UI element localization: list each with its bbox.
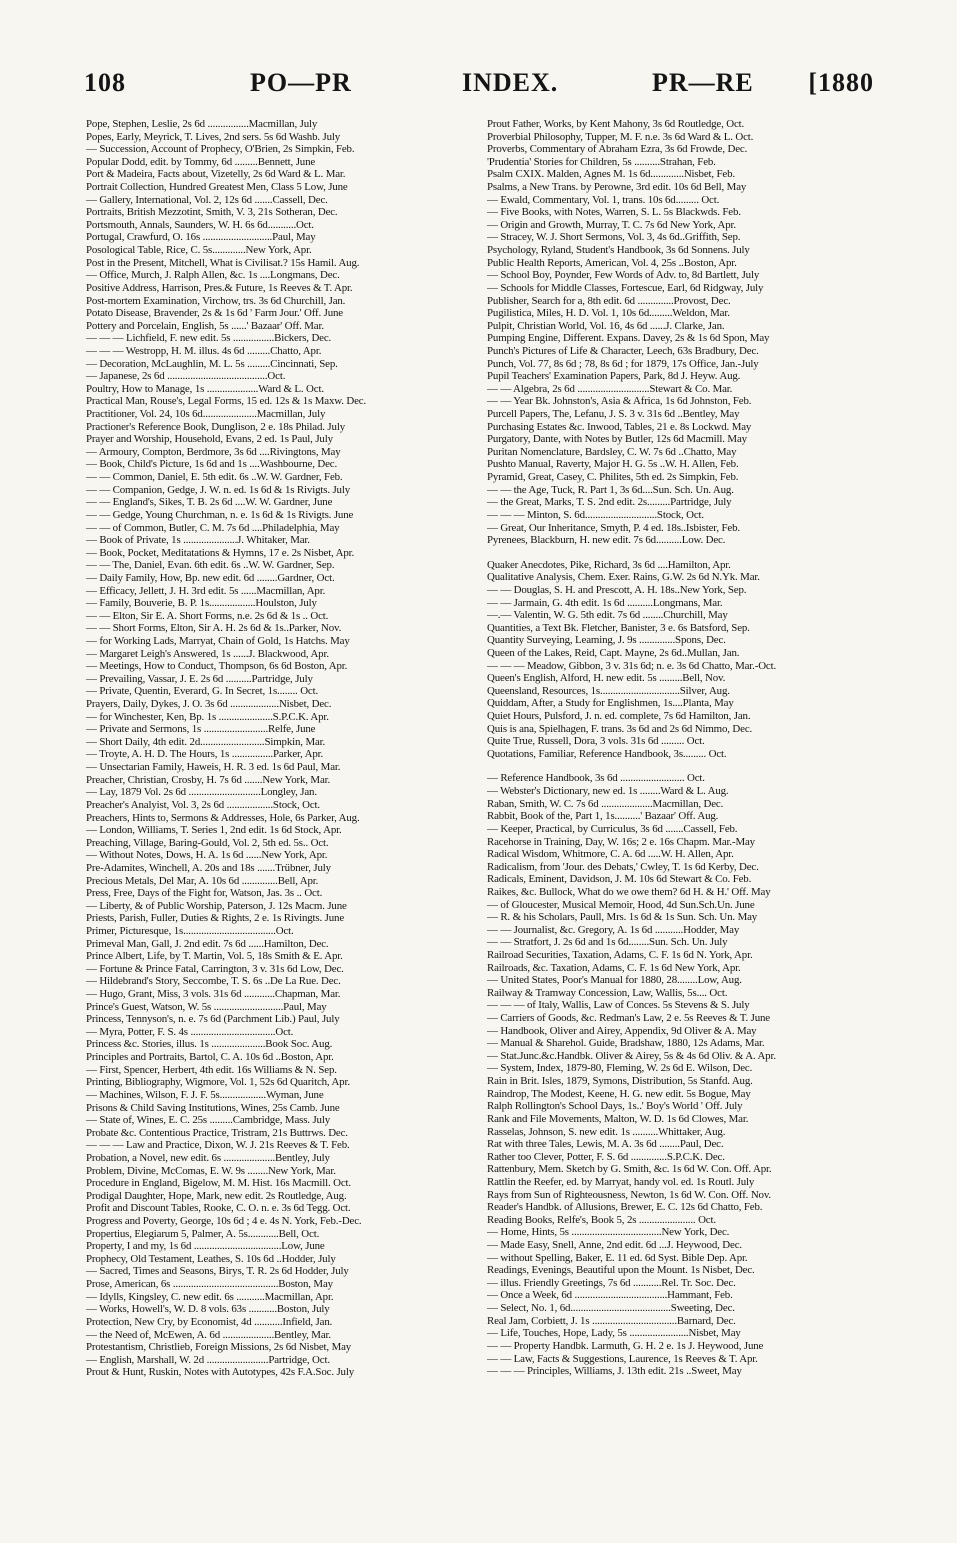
index-entry: Pyrenees, Blackburn, H. new edit. 7s 6d..........Low. Dec.	[487, 534, 726, 547]
index-entry: Psalms, a New Trans. by Perowne, 3rd edit. 10s 6d Bell, May	[487, 181, 747, 194]
index-entry: Prodigal Daughter, Hope, Mark, new edit. 2s Routledge, Aug.	[86, 1189, 347, 1202]
index-entry: Pumping Engine, Different. Expans. Davey, 2s & 1s 6d Spon, May	[487, 332, 770, 345]
index-entry: — Manual & Sharehol. Guide, Bradshaw, 1880, 12s Adams, Mar.	[487, 1037, 765, 1050]
index-entry: — Gallery, International, Vol. 2, 12s 6d .......Cassell, Dec.	[86, 193, 328, 206]
index-entry: — — Douglas, S. H. and Prescott, A. H. 18s..New York, Sep.	[487, 583, 747, 596]
index-entry: Prayer and Worship, Household, Evans, 2 ed. 1s Paul, July	[86, 433, 333, 446]
index-entry: — Margaret Leigh's Answered, 1s ......J. Blackwood, Apr.	[86, 647, 329, 660]
index-entry: Poultry, How to Manage, 1s ....................Ward & L. Oct.	[86, 382, 324, 395]
index-entry: Practical Man, Rouse's, Legal Forms, 15 ed. 12s & 1s Maxw. Dec.	[86, 395, 367, 408]
index-entry: — — the Age, Tuck, R. Part 1, 3s 6d....Sun. Sch. Un. Aug.	[487, 483, 734, 496]
index-entry: Rat with three Tales, Lewis, M. A. 3s 6d ........Paul, Dec.	[487, 1138, 724, 1151]
index-entry: Puritan Nomenclature, Bardsley, C. W. 7s 6d ..Chatto, May	[487, 445, 737, 458]
index-entry: — Machines, Wilson, F. J. F. 5s..................Wyman, June	[86, 1088, 324, 1101]
index-entry: Pupil Teachers' Examination Papers, Park, 8d J. Heyw. Aug.	[487, 370, 741, 383]
index-entry: Procedure in England, Bigelow, M. M. Hist. 16s Macmill. Oct.	[86, 1177, 351, 1190]
index-entry: Prout Father, Works, by Kent Mahony, 3s 6d Routledge, Oct.	[487, 118, 745, 130]
index-entry: — Short Daily, 4th edit. 2d.........................Simpkin, Mar.	[86, 735, 326, 748]
header-range-left: PO—PR	[250, 68, 352, 97]
index-entry: Portrait Collection, Hundred Greatest Men, Class 5 Low, June	[86, 181, 348, 194]
index-entry: — School Boy, Poynder, Few Words of Adv. to, 8d Bartlett, July	[487, 269, 760, 282]
index-entry: — — Gedge, Young Churchman, n. e. 1s 6d & 1s Rivigts. June	[86, 508, 354, 521]
index-entry: Reading Books, Relfe's, Book 5, 2s ...................... Oct.	[487, 1213, 716, 1226]
index-entry: Protection, New Cry, by Economist, 4d ...........Infield, Jan.	[86, 1315, 333, 1328]
index-entry: — Succession, Account of Prophecy, O'Brien, 2s Simpkin, Feb.	[86, 143, 355, 156]
section-gap	[487, 547, 873, 559]
index-entry: Qualitative Analysis, Chem. Exer. Rains, G.W. 2s 6d N.Yk. Mar.	[487, 571, 760, 584]
index-entry: Popes, Early, Meyrick, T. Lives, 2nd sers. 5s 6d Washb. July	[86, 130, 341, 143]
index-entry: Primeval Man, Gall, J. 2nd edit. 7s 6d ......Hamilton, Dec.	[86, 937, 329, 950]
index-entry: — Made Easy, Snell, Anne, 2nd edit. 6d ...J. Heywood, Dec.	[487, 1239, 742, 1252]
index-entry: — the Need of, McEwen, A. 6d ....................Bentley, Mar.	[86, 1328, 331, 1341]
index-entry: — — England's, Sikes, T. B. 2s 6d ....W. W. Gardner, June	[86, 496, 333, 509]
index-entry: Profit and Discount Tables, Rooke, C. O. n. e. 3s 6d Tegg. Oct.	[86, 1202, 351, 1215]
index-entry: — Idylls, Kingsley, C. new edit. 6s ...........Macmillan, Apr.	[86, 1290, 334, 1303]
page-number: 108	[84, 68, 126, 97]
index-entry: — Without Notes, Dows, H. A. 1s 6d ......New York, Apr.	[86, 849, 328, 862]
index-entry: — Book, Child's Picture, 1s 6d and 1s ....Washbourne, Dec.	[86, 458, 338, 471]
index-entry: — — — Lichfield, F. new edit. 5s ................Bickers, Dec.	[86, 332, 332, 345]
index-entry: Pugilistica, Miles, H. D. Vol. 1, 10s 6d.........Weldon, Mar.	[487, 307, 730, 320]
index-entry: — Fortune & Prince Fatal, Carrington, 3 v. 31s 6d Low, Dec.	[86, 962, 344, 975]
index-entry: Rather too Clever, Potter, F. S. 6d ..............S.P.C.K. Dec.	[487, 1150, 725, 1163]
index-entry: Rabbit, Book of the, Part 1, 1s..........' Bazaar' Off. Aug.	[487, 810, 719, 823]
index-entry: — Lay, 1879 Vol. 2s 6d ............................Longley, Jan.	[86, 786, 317, 799]
index-entry: — Five Books, with Notes, Warren, S. L. 5s Blackwds. Feb.	[487, 206, 741, 219]
index-entry: Radicals, Eminent, Davidson, J. M. 10s 6d Stewart & Co. Feb.	[487, 873, 752, 886]
index-entry: — Reference Handbook, 3s 6d ......................... Oct.	[487, 772, 705, 785]
index-entry: Prayers, Daily, Dykes, J. O. 3s 6d ...................Nisbet, Dec.	[86, 698, 332, 711]
index-entry: — Troyte, A. H. D. The Hours, 1s ................Parker, Apr.	[86, 748, 324, 761]
index-entry: Pulpit, Christian World, Vol. 16, 4s 6d ......J. Clarke, Jan.	[487, 319, 725, 332]
index-entry: — Great, Our Inheritance, Smyth, P. 4 ed. 18s..Isbister, Feb.	[487, 521, 740, 534]
index-entry: Preaching, Village, Baring-Gould, Vol. 2, 5th ed. 5s.. Oct.	[86, 836, 329, 849]
index-entry: — Sacred, Times and Seasons, Birys, T. R. 2s 6d Hodder, July	[86, 1265, 349, 1278]
index-entry: Portugal, Crawfurd, O. 16s ...........................Paul, May	[86, 231, 316, 244]
index-entry: Ralph Rollington's School Days, 1s..' Boy's World ' Off. July	[487, 1100, 743, 1113]
index-entry: Princess, Tennyson's, n. e. 7s 6d (Parchment Lib.) Paul, July	[86, 1013, 340, 1026]
index-entry: — Unsectarian Family, Haweis, H. R. 3 ed. 1s 6d Paul, Mar.	[86, 761, 341, 774]
index-entry: Potato Disease, Bravender, 2s & 1s 6d ' Farm Jour.' Off. June	[86, 307, 343, 320]
index-entry: Principles and Portraits, Bartol, C. A. 10s 6d ..Boston, Apr.	[86, 1051, 334, 1064]
index-entry: — — Law, Facts & Suggestions, Laurence, 1s Reeves & T. Apr.	[487, 1352, 758, 1365]
index-entry: — Meetings, How to Conduct, Thompson, 6s 6d Boston, Apr.	[86, 660, 348, 673]
index-entry: Queensland, Resources, 1s...............................Silver, Aug.	[487, 684, 730, 697]
index-entry: Prose, American, 6s .........................................Boston, May	[86, 1278, 333, 1291]
index-entry: Rays from Sun of Righteousness, Newton, 1s 6d W. Con. Off. Nov.	[487, 1188, 771, 1201]
index-entry: — — Companion, Gedge, J. W. n. ed. 1s 6d & 1s Rivigts. July	[86, 483, 351, 496]
index-entry: — Carriers of Goods, &c. Redman's Law, 2 e. 5s Reeves & T. June	[487, 1012, 770, 1025]
index-entry: — Home, Hints, 5s ...................................New York, Dec.	[487, 1226, 730, 1239]
index-entry: — — — Westropp, H. M. illus. 4s 6d .........Chatto, Apr.	[86, 344, 322, 357]
index-entry: — First, Spencer, Herbert, 4th edit. 16s Williams & N. Sep.	[86, 1063, 337, 1076]
index-entry: — — — of Italy, Wallis, Law of Conces. 5s Stevens & S. July	[487, 999, 750, 1012]
running-header	[84, 68, 874, 108]
header-title: INDEX.	[462, 68, 559, 97]
index-entry: Rank and File Movements, Malton, W. D. 1s 6d Clowes, Mar.	[487, 1112, 749, 1125]
index-entry: — for Winchester, Ken, Bp. 1s .....................S.P.C.K. Apr.	[86, 710, 329, 723]
index-entry: — System, Index, 1879-80, Fleming, W. 2s 6d E. Wilson, Dec.	[487, 1062, 753, 1075]
index-entry: Quite True, Russell, Dora, 3 vols. 31s 6d ......... Oct.	[487, 735, 705, 748]
index-entry: Publisher, Search for a, 8th edit. 6d ..............Provost, Dec.	[487, 294, 731, 307]
index-entry: Printing, Bibliography, Wigmore, Vol. 1, 52s 6d Quaritch, Apr.	[86, 1076, 350, 1089]
index-entry: — — Elton, Sir E. A. Short Forms, n.e. 2s 6d & 1s .. Oct.	[86, 609, 329, 622]
index-entry: — Keeper, Practical, by Curriculus, 3s 6d .......Cassell, Feb.	[487, 822, 738, 835]
index-entry: Preacher, Christian, Crosby, H. 7s 6d .......New York, Mar.	[86, 773, 331, 786]
index-entry: Quotations, Familiar, Reference Handbook, 3s......... Oct.	[487, 747, 727, 760]
index-entry: — Efficacy, Jellett, J. H. 3rd edit. 5s ......Macmillan, Apr.	[86, 584, 326, 597]
index-entry: — Liberty, & of Public Worship, Paterson, J. 12s Macm. June	[86, 899, 347, 912]
index-entry: Railway & Tramway Concession, Law, Wallis, 5s.... Oct.	[487, 986, 728, 999]
index-entry: Prince's Guest, Watson, W. 5s ...........................Paul, May	[86, 1000, 327, 1013]
index-entry: — Schools for Middle Classes, Fortescue, Earl, 6d Ridgway, July	[487, 281, 764, 294]
index-entry: Purchasing Estates &c. Inwood, Tables, 21 e. 8s Lockwd. May	[487, 420, 752, 433]
index-entry: Psalm CXIX. Malden, Agnes M. 1s 6d.............Nisbet, Feb.	[487, 168, 735, 181]
index-entry: Prince Albert, Life, by T. Martin, Vol. 5, 18s Smith & E. Apr.	[86, 950, 343, 963]
index-entry: Rain in Brit. Isles, 1879, Symons, Distribution, 5s Stanfd. Aug.	[487, 1075, 753, 1088]
index-entry: Railroads, &c. Taxation, Adams, C. F. 1s 6d New York, Apr.	[487, 961, 741, 974]
index-entry: Reader's Handbk. of Allusions, Brewer, E. C. 12s 6d Chatto, Feb.	[487, 1201, 763, 1214]
index-entry: Posological Table, Rice, C. 5s.............New York, Apr.	[86, 244, 312, 257]
index-entry: Punch's Pictures of Life & Character, Leech, 63s Bradbury, Dec.	[487, 344, 759, 357]
index-entry: — Handbook, Oliver and Airey, Appendix, 9d Oliver & A. May	[487, 1024, 757, 1037]
index-entry: — Japanese, 2s 6d .......................................Oct.	[86, 370, 286, 383]
index-entry: — — Algebra, 2s 6d ............................Stewart & Co. Mar.	[487, 382, 733, 395]
index-entry: — — Year Bk. Johnston's, Asia & Africa, 1s 6d Johnston, Feb.	[487, 395, 752, 408]
index-entry: — Hildebrand's Story, Seccombe, T. S. 6s ..De La Rue. Dec.	[86, 975, 341, 988]
index-entry: — Myra, Potter, F. S. 4s .................................Oct.	[86, 1025, 294, 1038]
index-entry: Quantity Surveying, Leaming, J. 9s ..............Spons, Dec.	[487, 634, 726, 647]
index-entry: — Decoration, McLaughlin, M. L. 5s .........Cincinnati, Sep.	[86, 357, 338, 370]
index-entry: — Works, Howell's, W. D. 8 vols. 63s ...........Boston, July	[86, 1303, 330, 1316]
index-entry: Pre-Adamites, Winchell, A. 20s and 18s .......Trübner, July	[86, 861, 331, 874]
index-entry: Portraits, British Mezzotint, Smith, V. 3, 21s Sotheran, Dec.	[86, 206, 338, 219]
index-entry: Prisons & Child Saving Institutions, Wines, 25s Camb. June	[86, 1101, 340, 1114]
section-gap	[487, 760, 873, 772]
index-entry: Quiet Hours, Pulsford, J. n. ed. complete, 7s 6d Hamilton, Jan.	[487, 710, 751, 723]
index-entry: Raban, Smith, W. C. 7s 6d ....................Macmillan, Dec.	[487, 797, 724, 810]
index-entry: Preacher's Analyist, Vol. 3, 2s 6d ..................Stock, Oct.	[86, 798, 320, 811]
index-entry: Radicalism, from 'Jour. des Debats,' Cwley, T. 1s 6d Kerby, Dec.	[487, 860, 759, 873]
index-entry: Pyramid, Great, Casey, C. Philites, 5th ed. 2s Simpkin, Feb.	[487, 471, 739, 484]
index-entry: Prout & Hunt, Ruskin, Notes with Autotypes, 42s F.A.Soc. July	[86, 1366, 355, 1379]
index-entry: Precious Metals, Del Mar, A. 10s 6d ..............Bell, Apr.	[86, 874, 319, 887]
index-entry: Popular Dodd, edit. by Tommy, 6d .........Bennett, June	[86, 155, 316, 168]
index-entry: Protestantism, Christlieb, Foreign Missions, 2s 6d Nisbet, May	[86, 1341, 352, 1354]
index-entry: — Origin and Growth, Murray, T. C. 7s 6d New York, Apr.	[487, 218, 736, 231]
index-entry: Priests, Parish, Fuller, Duties & Rights, 2 e. 1s Rivingts. June	[86, 912, 345, 925]
index-entry: Rattenbury, Mem. Sketch by G. Smith, &c. 1s 6d W. Con. Off. Apr.	[487, 1163, 772, 1176]
index-entry: — — Property Handbk. Larmuth, G. H. 2 e. 1s J. Heywood, June	[487, 1339, 764, 1352]
index-entry: — Webster's Dictionary, new ed. 1s ........Ward & L. Aug.	[487, 785, 729, 798]
index-entry: — Life, Touches, Hope, Lady, 5s .......................Nisbet, May	[487, 1327, 741, 1340]
index-entry: Princess &c. Stories, illus. 1s .....................Book Soc. Aug.	[86, 1038, 333, 1051]
index-entry: — Once a Week, 6d ....................................Hammant, Feb.	[487, 1289, 733, 1302]
index-entry: — without Spelling, Baker, E. 11 ed. 6d Syst. Bible Dep. Apr.	[487, 1251, 748, 1264]
index-entry: — Hugo, Grant, Miss, 3 vols. 31s 6d ............Chapman, Mar.	[86, 988, 341, 1001]
index-entry: Prophecy, Old Testament, Leathes, S. 10s 6d ..Hodder, July	[86, 1252, 336, 1265]
index-entry: — Office, Murch, J. Ralph Allen, &c. 1s ....Longmans, Dec.	[86, 269, 340, 282]
index-entry: — Book, Pocket, Meditatations & Hymns, 17 e. 2s Nisbet, Apr.	[86, 546, 355, 559]
index-entry: — — Common, Daniel, E. 5th edit. 6s ..W. W. Gardner, Feb.	[86, 471, 343, 484]
index-entry: — — — Meadow, Gibbon, 3 v. 31s 6d; n. e. 3s 6d Chatto, Mar.-Oct.	[487, 659, 777, 672]
index-entry: — — — Minton, S. 6d............................Stock, Oct.	[487, 508, 704, 521]
index-entry: Portsmouth, Annals, Saunders, W. H. 6s 6d...........Oct.	[86, 218, 314, 231]
index-entry: Post-mortem Examination, Virchow, trs. 3s 6d Churchill, Jan.	[86, 294, 346, 307]
index-entry: Proverbial Philosophy, Tupper, M. F. n.e. 3s 6d Ward & L. Oct.	[487, 130, 754, 143]
index-entry: Purgatory, Dante, with Notes by Butler, 12s 6d Macmill. May	[487, 433, 747, 446]
index-entry: — — The, Daniel, Evan. 6th edit. 6s ..W. W. Gardner, Sep.	[86, 559, 335, 572]
index-entry: — Stracey, W. J. Short Sermons, Vol. 3, 4s 6d..Griffith, Sep.	[487, 231, 741, 244]
index-entry: Rasselas, Johnson, S. new edit. 1s ..........Whittaker, Aug.	[487, 1125, 726, 1138]
header-year: [1880	[808, 68, 874, 97]
index-entry: Pottery and Porcelain, English, 5s ......' Bazaar' Off. Mar.	[86, 319, 324, 332]
index-entry: Quis is ana, Spielhagen, F. trans. 3s 6d and 2s 6d Nimmo, Dec.	[487, 722, 753, 735]
index-entry: Propertius, Elegiarum 5, Palmer, A. 5s............Bell, Oct.	[86, 1227, 320, 1240]
index-entry: Readings, Evenings, Beautiful upon the Mount. 1s Nisbet, Dec.	[487, 1264, 755, 1277]
index-entry: Quiddam, After, a Study for Englishmen, 1s....Planta, May	[487, 697, 734, 710]
index-entry: — — of Common, Butler, C. M. 7s 6d ....Philadelphia, May	[86, 521, 340, 534]
index-entry: — Prevailing, Vassar, J. E. 2s 6d ..........Partridge, July	[86, 672, 313, 685]
index-entry: —.— Valentin, W. G. 5th edit. 7s 6d ........Churchill, May	[487, 609, 728, 622]
index-entry: Punch, Vol. 77, 8s 6d ; 78, 8s 6d ; for 1879, 17s Office, Jan.-July	[487, 357, 759, 370]
index-entry: Quantities, a Text Bk. Fletcher, Banister, 3 e. 6s Batsford, Sep.	[487, 621, 750, 634]
index-entry: — Armoury, Compton, Berdmore, 3s 6d ....Rivingtons, May	[86, 445, 341, 458]
left-column	[86, 118, 472, 1379]
index-entry: — Daily Family, How, Bp. new edit. 6d ........Gardner, Oct.	[86, 571, 335, 584]
index-entry: Proverbs, Commentary of Abraham Ezra, 3s 6d Frowde, Dec.	[487, 143, 748, 156]
index-entry: — — — Law and Practice, Dixon, W. J. 21s Reeves & T. Feb.	[86, 1139, 350, 1152]
index-entry: — Family, Bouverie, B. P. 1s..................Houlston, July	[86, 597, 317, 610]
index-entry: Rattlin the Reefer, ed. by Marryat, handy vol. ed. 1s Routl. July	[487, 1175, 755, 1188]
right-column	[487, 118, 873, 1378]
index-entry: Psychology, Ryland, Student's Handbook, 3s 6d Sonnens. July	[487, 244, 750, 257]
index-entry: — Private, Quentin, Everard, G. In Secret, 1s........ Oct.	[86, 685, 319, 698]
index-entry: Probation, a Novel, new edit. 6s ....................Bentley, July	[86, 1151, 330, 1164]
index-entry: — Ewald, Commentary, Vol. 1, trans. 10s 6d......... Oct.	[487, 193, 720, 206]
index-entry: — English, Marshall, W. 2d ........................Partridge, Oct.	[86, 1353, 330, 1366]
index-entry: — — Jarmain, G. 4th edit. 1s 6d ..........Longmans, Mar.	[487, 596, 723, 609]
index-entry: — Private and Sermons, 1s .........................Relfe, June	[86, 723, 316, 736]
index-entry: 'Prudentia' Stories for Children, 5s ..........Strahan, Feb.	[487, 155, 716, 168]
index-entry: Queen's English, Alford, H. new edit. 5s .........Bell, Nov.	[487, 672, 726, 685]
index-entry: — R. & his Scholars, Paull, Mrs. 1s 6d & 1s Sun. Sch. Un. May	[487, 911, 758, 924]
index-entry: — Stat.Junc.&c.Handbk. Oliver & Airey, 5s & 4s 6d Oliv. & A. Apr.	[487, 1049, 776, 1062]
index-entry: Real Jam, Corbiett, J. 1s .................................Barnard, Dec.	[487, 1314, 736, 1327]
index-entry: Press, Free, Days of the Fight for, Watson, Jas. 3s .. Oct.	[86, 887, 323, 900]
index-entry: Problem, Divine, McComas, E. W. 9s ........New York, Mar.	[86, 1164, 336, 1177]
index-entry: — — Journalist, &c. Gregory, A. 1s 6d ...........Hodder, May	[487, 923, 740, 936]
index-entry: Pushto Manual, Raverty, Major H. G. 5s ..W. H. Allen, Feb.	[487, 458, 739, 471]
index-entry: Radical Wisdom, Whitmore, C. A. 6d .....W. H. Allen, Apr.	[487, 848, 734, 861]
index-entry: Practioner's Reference Book, Dunglison, 2 e. 18s Philad. July	[86, 420, 345, 433]
index-entry: — of Gloucester, Musical Memoir, Hood, 4d Sun.Sch.Un. June	[487, 898, 755, 911]
index-entry: Queen of the Lakes, Reid, Capt. Mayne, 2s 6d..Mullan, Jan.	[487, 646, 740, 659]
index-entry: Practitioner, Vol. 24, 10s 6d.....................Macmillan, July	[86, 408, 326, 421]
index-entry: Primer, Picturesque, 1s....................................Oct.	[86, 925, 294, 937]
index-entry: Progress and Poverty, George, 10s 6d ; 4 e. 4s N. York, Feb.-Dec.	[86, 1215, 362, 1228]
index-entry: — for Working Lads, Marryat, Chain of Gold, 1s Hatchs. May	[86, 634, 350, 647]
index-entry: Preachers, Hints to, Sermons & Addresses, Hole, 6s Parker, Aug.	[86, 811, 360, 824]
index-entry: — Select, No. 1, 6d.......................................Sweeting, Dec.	[487, 1302, 735, 1315]
index-entry: — — Stratfort, J. 2s 6d and 1s 6d........Sun. Sch. Un. July	[487, 936, 728, 949]
index-entry: Quaker Anecdotes, Pike, Richard, 3s 6d ....Hamilton, Apr.	[487, 558, 731, 571]
index-entry: Probate &c. Contentious Practice, Tristram, 21s Buttrws. Dec.	[86, 1126, 348, 1139]
index-entry: Public Health Reports, American, Vol. 4, 25s ..Boston, Apr.	[487, 256, 737, 269]
header-range-right: PR—RE	[652, 68, 754, 97]
index-entry: Positive Address, Harrison, Pres.& Future, 1s Reeves & T. Apr.	[86, 281, 353, 294]
index-entry: Raikes, &c. Bullock, What do we owe them? 6d H. & H.' Off. May	[487, 885, 771, 898]
index-entry: — United States, Poor's Manual for 1880, 28........Low, Aug.	[487, 974, 742, 987]
index-entry: — State of, Wines, E. C. 25s .........Cambridge, Mass. July	[86, 1114, 331, 1127]
index-entry: — — — Principles, Williams, J. 13th edit. 21s ..Sweet, May	[487, 1365, 742, 1378]
index-entry: Post in the Present, Mitchell, What is Civilisat.? 15s Hamil. Aug.	[86, 256, 360, 269]
index-entry: — the Great, Marks, T. S. 2nd edit. 2s.........Partridge, July	[487, 496, 732, 509]
index-entry: — Book of Private, 1s .....................J. Whitaker, Mar.	[86, 534, 310, 547]
index-entry: Port & Madeira, Facts about, Vizetelly, 2s 6d Ward & L. Mar.	[86, 168, 346, 181]
index-entry: — illus. Friendly Greetings, 7s 6d ...........Rel. Tr. Soc. Dec.	[487, 1276, 736, 1289]
index-entry: Pope, Stephen, Leslie, 2s 6d ................Macmillan, July	[86, 118, 318, 130]
index-entry: — London, Williams, T. Series 1, 2nd edit. 1s 6d Stock, Apr.	[86, 824, 342, 837]
index-entry: Railroad Securities, Taxation, Adams, C. F. 1s 6d N. York, Apr.	[487, 949, 753, 961]
index-entry: Purcell Papers, The, Lefanu, J. S. 3 v. 31s 6d ..Bentley, May	[487, 408, 740, 421]
index-entry: Property, I and my, 1s 6d ..................................Low, June	[86, 1240, 325, 1253]
index-entry: Raindrop, The Modest, Keene, H. G. new edit. 5s Bogue, May	[487, 1087, 751, 1100]
index-entry: — — Short Forms, Elton, Sir A. H. 2s 6d & 1s..Parker, Nov.	[86, 622, 342, 635]
index-entry: Racehorse in Training, Day, W. 16s; 2 e. 16s Chapm. Mar.-May	[487, 835, 755, 848]
